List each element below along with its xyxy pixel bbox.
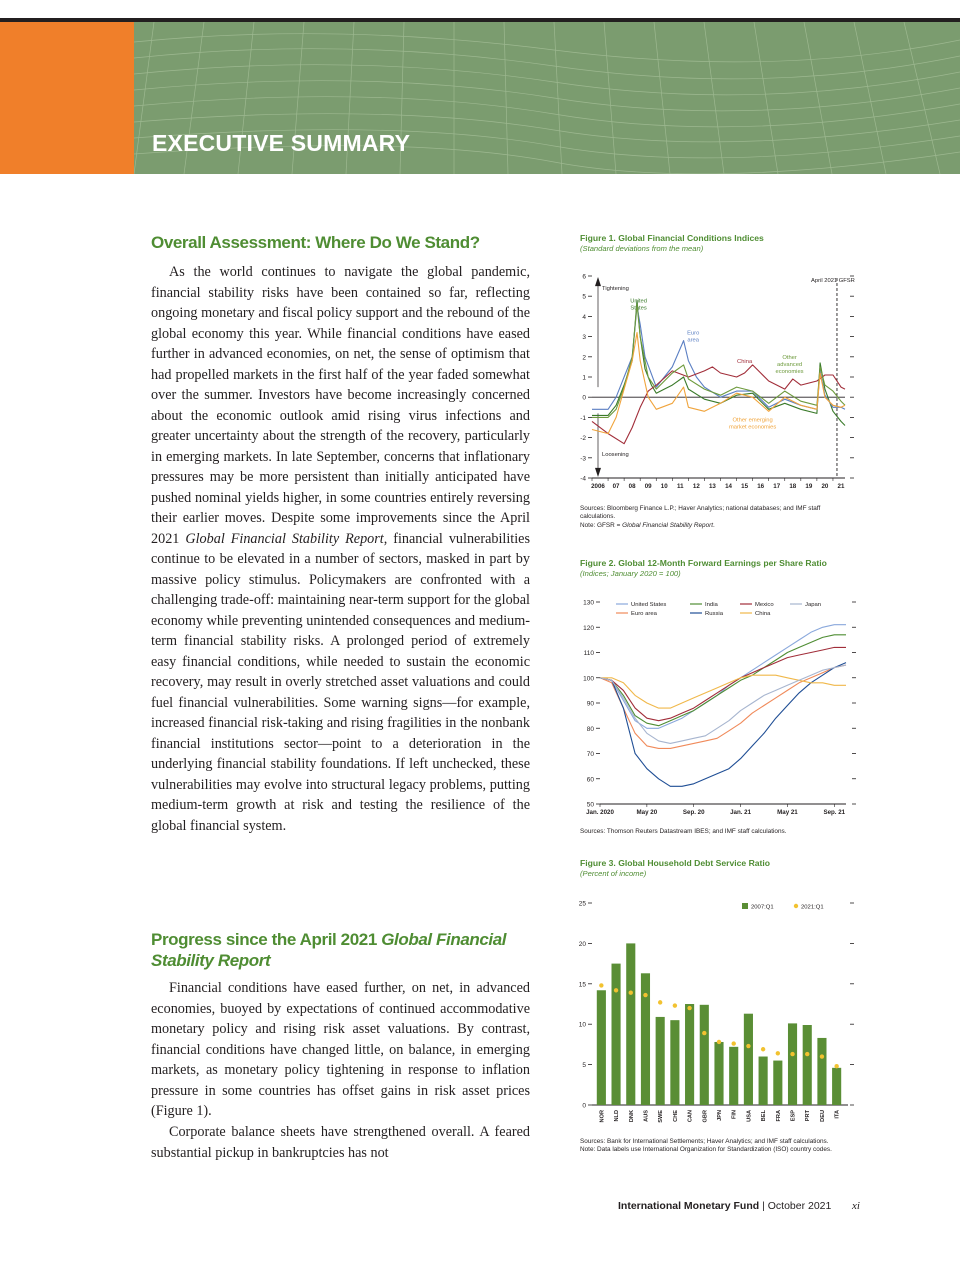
fig1-xtick-label: 2006 (591, 483, 605, 490)
figure3-subtitle: (Percent of income) (580, 869, 647, 878)
figure3-title: Figure 3. Global Household Debt Service Ratio (580, 858, 771, 868)
fig3-point-can (687, 1006, 691, 1010)
fig1-tightening-arrowhead (595, 277, 601, 286)
fig3-category-label: FRA (775, 1110, 782, 1122)
fig1-ytick-label: 3 (582, 334, 586, 342)
fig1-xtick-label: 18 (789, 483, 797, 490)
fig3-point-bel (761, 1047, 765, 1051)
fig2-ytick-label: 120 (583, 624, 594, 632)
fig2-ytick-label: 90 (586, 700, 594, 708)
fig3-bar-jpn (714, 1042, 723, 1105)
fig3-ytick-label: 25 (578, 900, 586, 908)
fig3-category-label: SWE (658, 1110, 665, 1123)
fig1-loosening-arrowhead (595, 468, 601, 477)
fig1-ytick-label: 0 (582, 394, 586, 402)
fig3-ytick-label: 0 (582, 1102, 586, 1110)
fig1-ytick-label: -4 (580, 475, 586, 483)
fig1-xtick-label: 13 (708, 483, 716, 490)
fig2-xtick-label: May 20 (636, 809, 658, 816)
figure3-sources (580, 1138, 850, 1155)
fig2-xtick-label: Sep. 21 (823, 809, 846, 816)
fig3-category-label: GBR (702, 1110, 709, 1123)
figure1-subtitle: (Standard deviations from the mean) (580, 244, 704, 253)
fig2-series-euro-area (600, 665, 846, 748)
fig3-bar-ita (832, 1068, 841, 1105)
fig1-xtick-label: 15 (741, 483, 749, 490)
figure3-note: Note: Data labels use International Organization for Standardization (ISO) country codes. (580, 1146, 832, 1154)
fig2-legend-label: Russia (705, 611, 724, 618)
fig1-xtick-label: 10 (660, 483, 668, 490)
figure1-chart (562, 266, 862, 502)
fig1-series-other-advanced-economies (592, 304, 845, 417)
fig3-bar-can (685, 1004, 694, 1105)
fig3-bar-fra (773, 1061, 782, 1105)
fig3-point-jpn (717, 1040, 721, 1044)
figure3-chart (562, 893, 862, 1133)
fig3-bar-nld (612, 964, 621, 1105)
fig1-xtick-label: 17 (773, 483, 781, 490)
fig1-xtick-label: 21 (837, 483, 845, 490)
footer-org: International Monetary Fund (618, 1200, 760, 1212)
fig3-legend-label: 2007:Q1 (751, 904, 774, 911)
fig1-xtick-label: 20 (821, 483, 829, 490)
fig3-point-usa (746, 1044, 750, 1048)
fig3-bar-prt (803, 1025, 812, 1105)
fig1-xtick-label: 07 (612, 483, 620, 490)
fig2-legend-label: Japan (805, 602, 822, 609)
figure1-note: Note: GFSR = Global Financial Stability Report. (580, 521, 715, 529)
banner-accent-block (0, 22, 134, 174)
fig3-bar-gbr (700, 1005, 709, 1105)
fig2-ytick-label: 130 (583, 599, 594, 607)
fig1-xtick-label: 12 (692, 483, 700, 490)
figure2-subtitle: (Indices; January 2020 = 100) (580, 569, 681, 578)
fig2-legend-label: India (705, 602, 718, 609)
fig1-ytick-label: -3 (580, 455, 586, 463)
fig3-category-label: NLD (614, 1110, 621, 1122)
fig3-category-label: BEL (761, 1110, 768, 1122)
fig1-series-label: United (630, 298, 647, 305)
fig3-bar-usa (744, 1014, 753, 1105)
fig1-xtick-label: 09 (644, 483, 652, 490)
fig3-bar-nor (597, 990, 606, 1105)
page-title: EXECUTIVE SUMMARY (152, 130, 411, 156)
fig3-point-che (673, 1003, 677, 1007)
fig1-ytick-label: 2 (582, 354, 586, 362)
overall-assessment-paragraph: As the world continues to navigate the global pandemic, financial stability risks have been contained so far, reflecting ongoing monetary and fiscal policy support and the rebound of the global economy this year. While financial conditions have eased further in advanced economies, on net, the sense of optimism that had propelled markets in the first half of the year faded somewhat over the summer. Investors have become increasingly concerned about the economic outlook amid rising virus infections and greater uncertainty about the strength of the recovery, particularly in emerging markets. In late September, concerns that inflationary pressures may be more persistent than initially anticipated have pushed nominal yields higher, in some countries entirely reversing their earlier moves. Despite some improvements since the April 2021 Global Financial Stability Report, financial vulnerabilities continue to be elevated in a number of sectors, masked in part by massive policy stimulus. Policymakers are confronted with a challenging trade-off: maintaining near-term support for the global economy while preventing unintended consequences and medium-term financial stability risks. A prolonged period of extremely easy financial conditions, while needed to sustain the economic recovery, may result in overly stretched asset valuations and could fuel financial vulnerabilities. Some warning signs—for example, increased financial risk-taking and rising fragilities in the nonbank financial institutions sector—point to a deterioration in the underlying financial stability foundations. If left unchecked, these vulnerabilities may evolve into structural legacy problems, putting medium-term growth at risk and testing the resilience of the global financial system. (151, 264, 530, 834)
fig3-bar-bel (759, 1057, 768, 1105)
fig2-ytick-label: 100 (583, 675, 594, 683)
fig3-point-esp (790, 1052, 794, 1056)
fig3-category-label: DEU (819, 1110, 826, 1122)
fig3-ytick-label: 15 (578, 981, 586, 989)
fig1-series-label: China (737, 358, 753, 365)
fig1-series-label: economies (775, 368, 804, 375)
fig1-series-label: market economies (728, 424, 777, 431)
fig3-point-nor (599, 983, 603, 987)
section-heading-overall: Overall Assessment: Where Do We Stand? (151, 233, 480, 252)
fig3-point-aus (643, 993, 647, 997)
figure1-sources (580, 505, 850, 530)
fig3-point-fra (776, 1051, 780, 1055)
fig1-tightening-label: Tightening (602, 286, 629, 293)
fig3-ytick-label: 10 (578, 1021, 586, 1029)
fig3-point-ita (834, 1064, 838, 1068)
fig2-xtick-label: May 21 (777, 809, 798, 816)
fig1-xtick-label: 16 (757, 483, 765, 490)
fig3-point-swe (658, 1000, 662, 1004)
fig3-category-label: CHE (672, 1110, 679, 1122)
fig3-bar-esp (788, 1023, 797, 1105)
fig3-category-label: DNK (628, 1110, 635, 1123)
fig3-point-dnk (629, 990, 633, 994)
fig3-legend-label: 2021:Q1 (801, 904, 824, 911)
fig3-category-label: ITA (834, 1110, 841, 1119)
header-banner (0, 22, 960, 174)
fig3-legend-swatch-point (794, 904, 798, 908)
fig3-category-label: NOR (599, 1110, 606, 1123)
progress-paragraph-1: Financial conditions have eased further, on net, in advanced economies, buoyed by expectations of continued accommodative monetary policy and rising risk asset valuations. By contrast, financial conditions have changed little, on balance, in emerging markets, as monetary policy tightening in response to inflation pressure in some countries has offset gains in risk asset prices (Figure 1). (151, 980, 530, 1119)
fig3-bar-swe (656, 1017, 665, 1105)
fig1-ytick-label: -1 (580, 414, 586, 422)
fig3-legend-swatch-bar (742, 903, 748, 909)
fig3-point-nld (614, 988, 618, 992)
fig1-ytick-label: 6 (582, 273, 586, 281)
fig3-point-prt (805, 1052, 809, 1056)
fig1-series-label: Other (782, 354, 797, 361)
fig1-series-euro-area (592, 306, 845, 409)
fig1-ytick-label: 4 (582, 313, 586, 321)
fig2-ytick-label: 110 (583, 650, 594, 657)
fig1-ytick-label: -2 (580, 435, 586, 443)
fig1-series-label: Other emerging (732, 417, 773, 424)
fig3-category-label: USA (746, 1110, 753, 1122)
fig3-point-gbr (702, 1031, 706, 1035)
fig3-bar-dnk (626, 943, 635, 1105)
fig3-point-fin (732, 1041, 736, 1045)
figure2-chart (562, 592, 862, 822)
figure3-sources-text: Sources: Bank for International Settlements; Haver Analytics; and IMF staff calculations. (580, 1138, 829, 1145)
fig3-bar-che (670, 1020, 679, 1105)
fig1-loosening-label: Loosening (602, 451, 629, 458)
fig3-category-label: ESP (790, 1110, 797, 1122)
fig2-ytick-label: 80 (586, 725, 594, 733)
fig3-category-label: FIN (731, 1110, 738, 1120)
progress-paragraph-2: Corporate balance sheets have strengthened overall. A feared substantial pickup in bankruptcies has not (151, 1124, 530, 1161)
fig1-series-label: advanced (777, 361, 803, 368)
fig3-ytick-label: 20 (578, 940, 586, 948)
fig3-bar-fin (729, 1047, 738, 1105)
fig3-category-label: PRT (805, 1110, 812, 1122)
fig1-ytick-label: 1 (582, 374, 586, 382)
fig2-legend-label: United States (631, 602, 667, 609)
fig1-xtick-label: 08 (628, 483, 636, 490)
fig2-legend-label: Euro area (631, 611, 657, 618)
fig2-series-india (600, 635, 846, 726)
fig3-category-label: CAN (687, 1110, 694, 1123)
figure1-title: Figure 1. Global Financial Conditions Indices (580, 233, 764, 243)
fig1-series-label: area (687, 337, 700, 344)
figure1-sources-text: Sources: Bloomberg Finance L.P.; Haver Analytics; national databases; and IMF staff calculations. (580, 505, 821, 521)
fig3-bar-deu (817, 1038, 826, 1105)
fig2-xtick-label: Sep. 20 (682, 809, 705, 816)
fig2-xtick-label: Jan. 21 (730, 809, 752, 816)
page-number: xi (852, 1200, 860, 1212)
fig1-ytick-label: 5 (582, 293, 586, 301)
fig2-legend-label: China (755, 611, 771, 618)
figure2-title: Figure 2. Global 12-Month Forward Earnings per Share Ratio (580, 558, 827, 568)
fig3-category-label: AUS (643, 1110, 650, 1122)
fig1-series-label: States (630, 305, 647, 312)
fig1-xtick-label: 19 (805, 483, 813, 490)
figure2-sources: Sources: Thomson Reuters Datastream IBES; and IMF staff calculations. (580, 828, 787, 835)
fig3-category-label: JPN (717, 1110, 723, 1121)
footer-date: | October 2021 (759, 1200, 832, 1212)
fig3-point-deu (820, 1054, 824, 1058)
fig2-ytick-label: 60 (586, 776, 594, 784)
fig1-series-label: Euro (687, 330, 700, 337)
fig1-xtick-label: 11 (677, 483, 684, 490)
fig2-legend-label: Mexico (755, 602, 774, 609)
fig2-ytick-label: 70 (586, 751, 594, 758)
fig2-series-japan (600, 665, 846, 743)
page-footer (618, 1200, 831, 1212)
fig3-ytick-label: 5 (582, 1062, 586, 1070)
fig1-gfsr-label: April 2021 GFSR (811, 278, 855, 284)
section-heading-progress: Progress since the April 2021 Global Financial Stability Report (151, 930, 507, 970)
fig2-xtick-label: Jan. 2020 (586, 809, 614, 816)
fig2-ytick-label: 50 (586, 801, 594, 809)
fig1-xtick-label: 14 (725, 483, 732, 490)
